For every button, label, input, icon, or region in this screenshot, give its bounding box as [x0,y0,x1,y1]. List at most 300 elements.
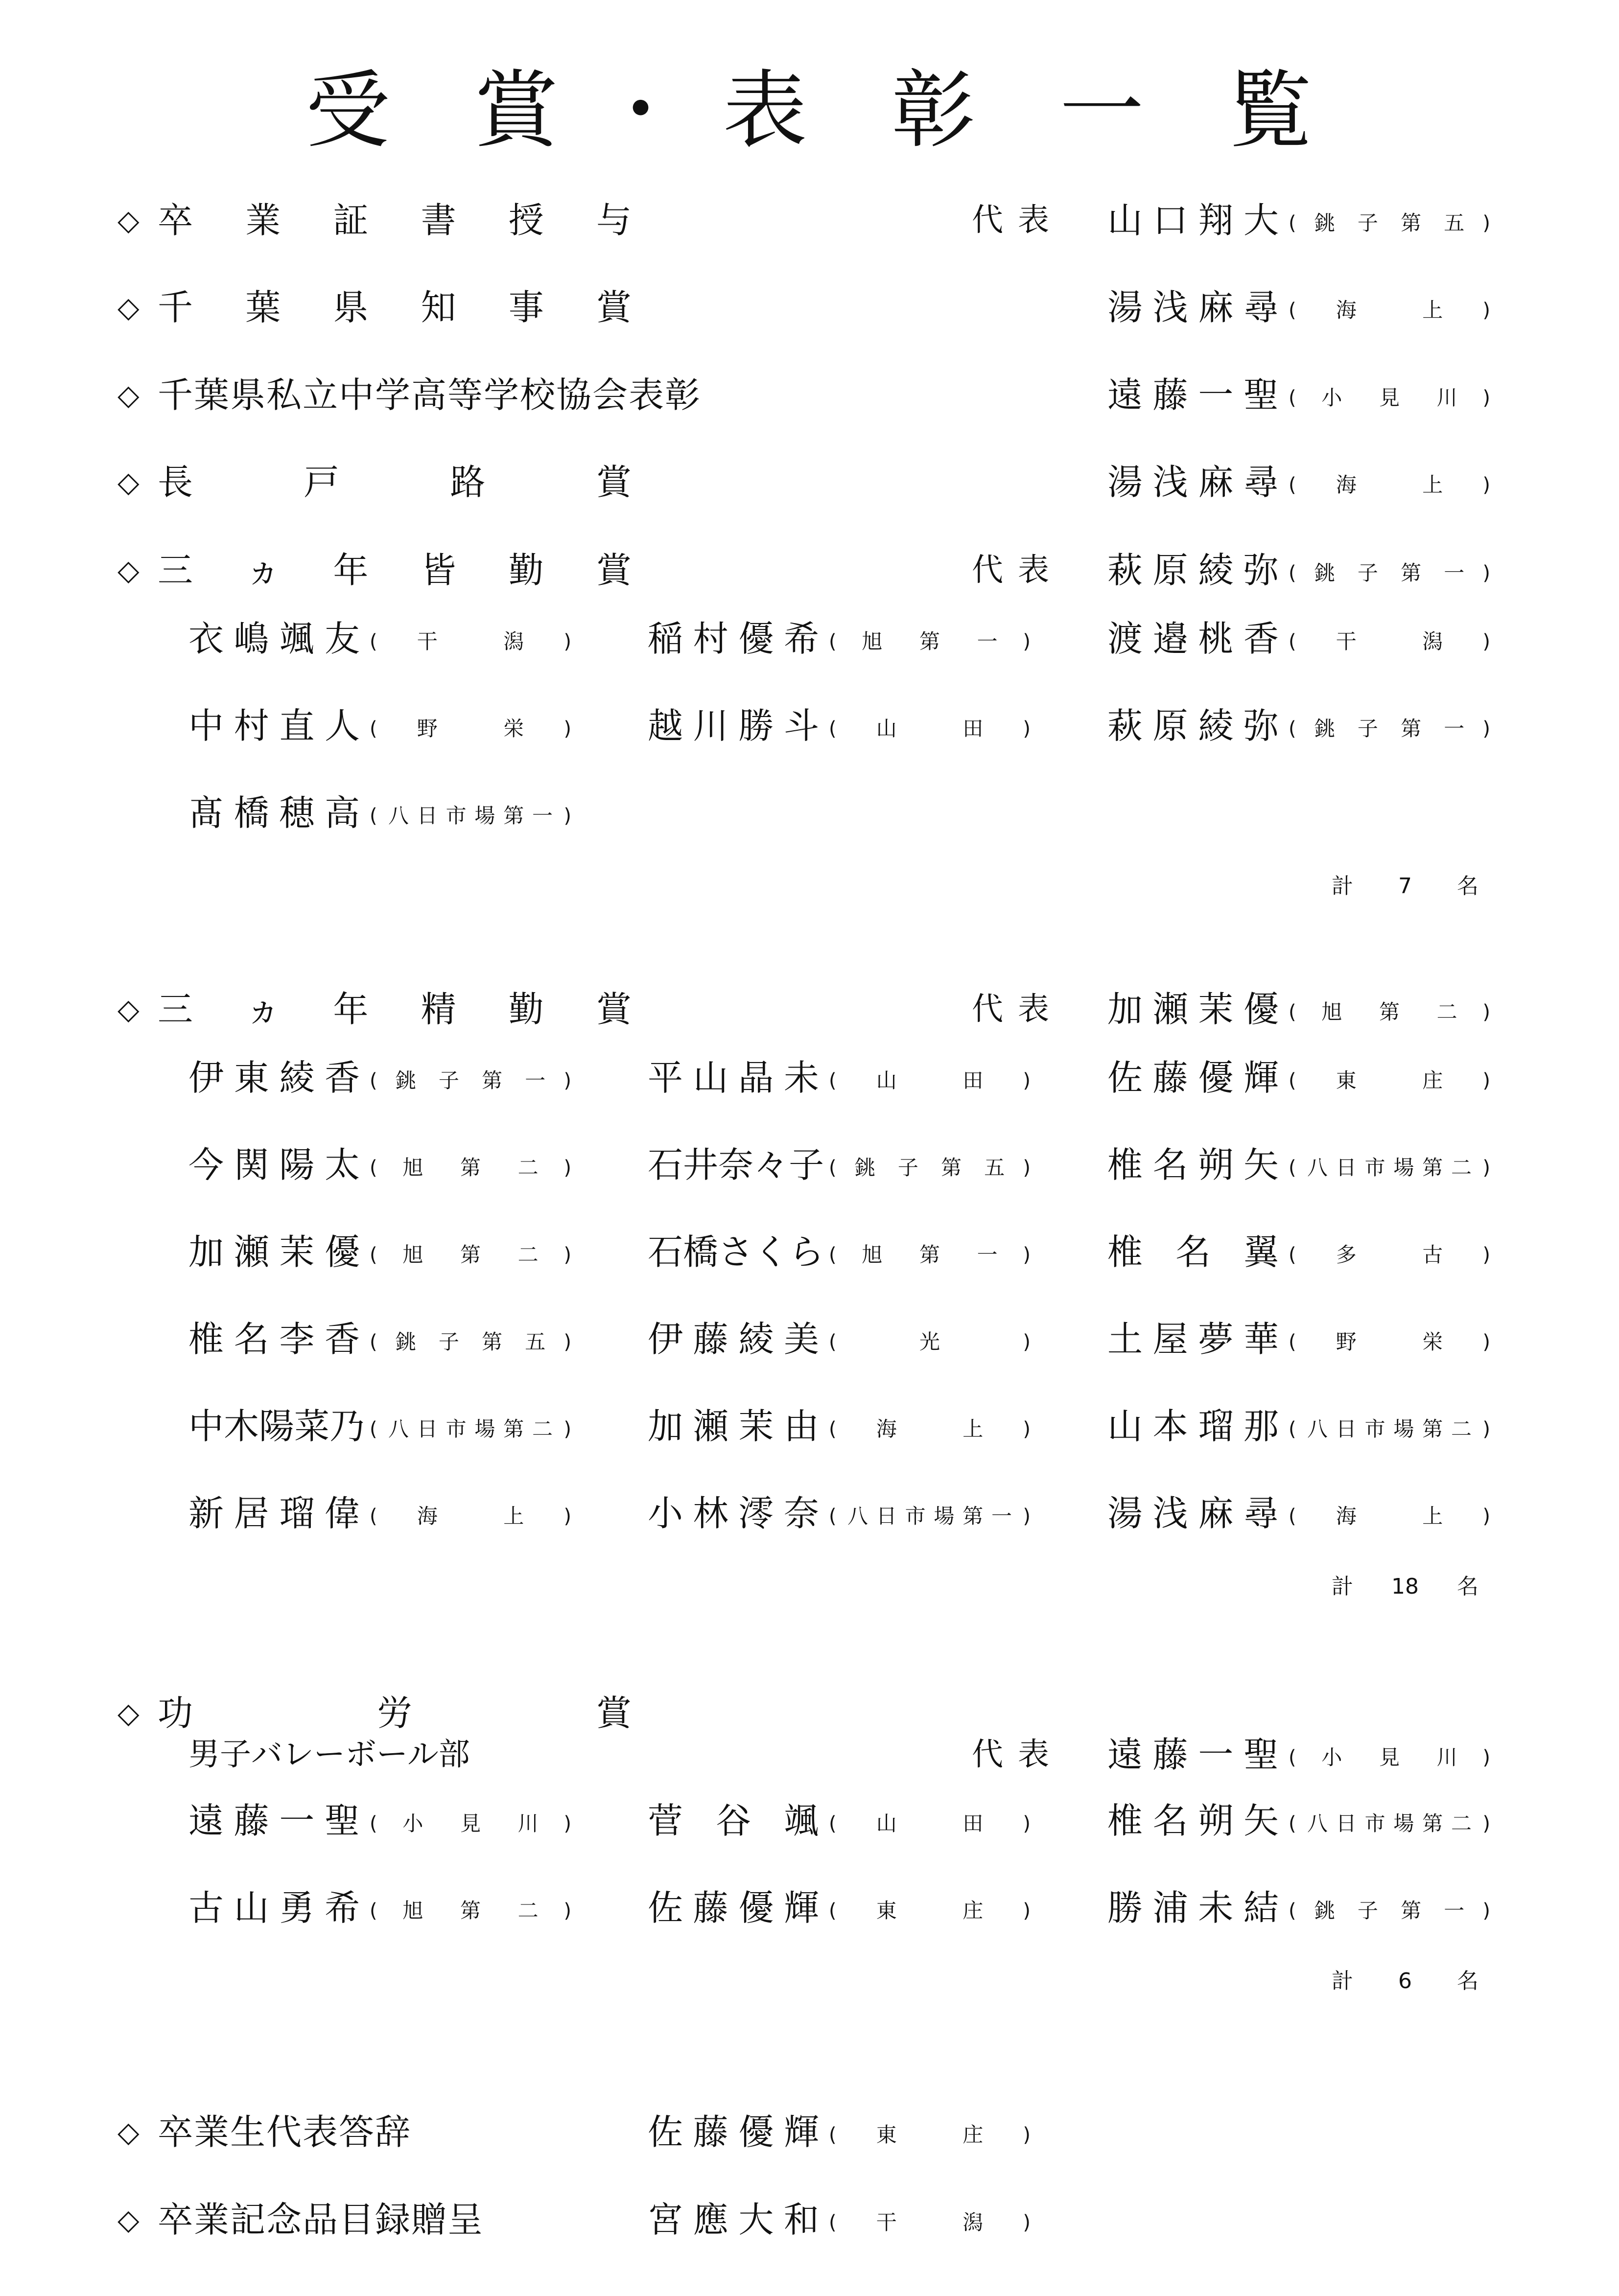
person-name-char: く [753,1231,789,1273]
person-name [1107,1730,1279,1779]
school-name-char: 場 [934,1504,955,1528]
school-open-paren: ( [370,1505,377,1528]
person-name-char: 聖 [324,1800,360,1841]
school-close-paren: ) [1482,1001,1490,1023]
school-name-char: 一 [991,1504,1012,1528]
school-open-paren: ( [829,718,837,740]
school-name-char: 潟 [962,2210,984,2234]
school-name [377,1056,564,1105]
school-name [1296,1230,1483,1279]
person-name-char: 瀬 [234,1231,269,1273]
school-name-char: 旭 [1321,1000,1342,1024]
award-name: 卒業生代表答辞 [158,2111,412,2153]
award-name [158,985,632,1034]
school-label [1289,1886,1490,1935]
person-name-char: 石 [648,1231,683,1273]
school-name [837,1056,1023,1105]
school-open-paren: ( [829,2124,837,2146]
diamond-bullet-icon: ◇ [117,554,140,587]
school-name [837,617,1023,666]
school-name [837,1799,1023,1848]
person-name-char: 輝 [1243,1057,1279,1098]
person-name-char: 斗 [783,705,819,746]
person-name-char: 椎 [1107,1800,1143,1841]
person-name-char: 湯 [1107,462,1143,503]
school-name-char: 銚 [854,1156,875,1180]
person-name-char: 谷 [715,1800,751,1841]
school-open-paren: ( [1289,630,1296,653]
school-name-char: 銚 [395,1068,416,1092]
school-name-char: 第 [503,804,524,828]
school-name-char: 上 [1422,473,1443,497]
school-label [1289,286,1490,335]
person-name-char: 髙 [188,792,224,834]
school-close-paren: ) [1482,299,1490,322]
school-name-char: 場 [474,1417,495,1441]
person-name-char: 茉 [738,1406,774,1447]
representative-label: 代表 [972,552,1064,588]
person-name [1107,1140,1279,1189]
person-name-char: 橋 [683,1231,719,1273]
person-name-char: 名 [234,1319,269,1360]
school-name-char: 海 [876,1417,897,1441]
school-name-char: 子 [438,1068,459,1092]
person-name-char: 優 [1243,989,1279,1030]
school-open-paren: ( [1289,1331,1296,1353]
school-open-paren: ( [1289,1001,1296,1023]
school-label [1289,1056,1490,1105]
total-suffix: 名 [1457,1574,1478,1599]
school-label [1289,461,1490,510]
school-name-char: 庄 [962,1899,984,1923]
school-name-char: 第 [460,1243,481,1267]
person-name [188,701,360,750]
school-name [1296,1886,1483,1935]
school-label [1289,373,1490,422]
person-name-char: 伊 [648,1319,683,1360]
school-name-char: 銚 [1314,1899,1335,1923]
school-name [377,1492,564,1541]
school-name-char: 八 [1307,1811,1328,1835]
school-name-char: 銚 [1314,211,1335,235]
school-open-paren: ( [370,1069,377,1092]
school-name [377,1143,564,1192]
person-name-char: 名 [1175,1231,1211,1273]
school-name [1296,1492,1483,1541]
school-name-char: 子 [1357,211,1378,235]
person-name-char: 佐 [648,2111,683,2153]
school-name-char: 銚 [1314,561,1335,585]
school-open-paren: ( [1289,1418,1296,1440]
person-name-char: 萩 [1107,705,1143,746]
person-name [1107,614,1279,663]
school-name-char: 市 [1364,1417,1385,1441]
school-label [370,617,571,666]
school-name [1296,1799,1483,1848]
school-name [1296,1733,1483,1782]
person-name-char: 藤 [1152,1057,1188,1098]
award-name-char: 功 [158,1693,193,1734]
representative-label: 代表 [972,991,1064,1027]
school-name-char: 二 [517,1899,539,1923]
award-name-char: ヵ [245,550,281,591]
school-name-char: 二 [1436,1000,1457,1024]
person-name [188,1053,360,1102]
person-name-char: 朔 [1198,1144,1234,1185]
person-name-char: 矢 [1243,1800,1279,1841]
person-name [648,2195,819,2244]
school-name-char: 多 [1336,1243,1357,1267]
school-name-char: 干 [1336,629,1357,653]
school-label [829,2110,1031,2159]
person-name-char: 遠 [1107,1734,1143,1775]
person-name-char: 綾 [279,1057,315,1098]
school-name [1296,199,1483,248]
school-label [370,1492,571,1541]
school-name-char: 田 [962,1811,984,1835]
school-name [1296,1056,1483,1105]
school-name-char: 日 [417,804,438,828]
total-number: 18 [1391,1574,1419,1599]
school-name-char: 第 [1422,1811,1443,1835]
school-name-char: 一 [977,629,998,653]
page-title-char: 覧 [1228,61,1314,160]
person-name [648,2108,819,2157]
person-name-char: 中 [188,1406,224,1447]
person-name [188,1228,360,1276]
school-close-paren: ) [1023,1812,1031,1835]
school-name-char: 野 [417,717,438,741]
person-name-char: 椎 [188,1319,224,1360]
page-title-char: 彰 [891,61,977,160]
school-close-paren: ) [1023,718,1031,740]
school-label [829,704,1031,753]
person-name-char: 麻 [1198,462,1234,503]
person-name-char: 和 [783,2199,819,2240]
school-open-paren: ( [829,630,837,653]
school-close-paren: ) [1482,1746,1490,1769]
award-name-char: 勤 [508,550,544,591]
school-label [1289,1318,1490,1367]
person-name [648,701,819,750]
total-count [1332,1962,1478,2001]
person-name [1107,1402,1279,1451]
school-name-char: 子 [1357,1899,1378,1923]
school-name [837,1492,1023,1541]
award-name [158,196,632,245]
school-name [837,2198,1023,2247]
school-name-char: 八 [388,804,409,828]
school-name-char: 上 [503,1504,524,1528]
diamond-bullet-icon: ◇ [117,204,140,237]
school-open-paren: ( [370,1900,377,1922]
school-close-paren: ) [1023,630,1031,653]
person-name [1107,283,1279,332]
person-name-char: 綾 [1198,550,1234,591]
person-name [1107,546,1279,595]
person-name-char: 弥 [1243,705,1279,746]
school-close-paren: ) [1482,1418,1490,1440]
person-name-char: 湯 [1107,287,1143,328]
school-name-char: 庄 [962,2123,984,2147]
page-title-char: 賞 [474,61,560,160]
school-close-paren: ) [1023,1244,1031,1266]
school-name-char: 潟 [1422,629,1443,653]
person-name-char: 名 [1152,1144,1188,1185]
school-open-paren: ( [829,1812,837,1835]
school-name [1296,549,1483,598]
school-name-char: 旭 [402,1899,423,1923]
school-label [370,1405,571,1454]
person-name-char: 一 [1198,1734,1234,1775]
school-name-char: 市 [446,804,467,828]
school-name-char: 干 [417,629,438,653]
school-name-char: 上 [1422,298,1443,322]
person-name-char: 遠 [188,1800,224,1841]
school-name-char: 小 [402,1811,423,1835]
person-name-char: 関 [234,1144,269,1185]
school-close-paren: ) [1023,1505,1031,1528]
award-name-char: 皆 [421,550,456,591]
school-close-paren: ) [563,630,571,653]
school-close-paren: ) [563,718,571,740]
school-name-char: 第 [503,1417,524,1441]
school-close-paren: ) [1482,1244,1490,1266]
person-name-char: 友 [324,618,360,659]
person-name-char: 藤 [234,1800,269,1841]
diamond-bullet-icon: ◇ [117,465,140,499]
person-name-char: 古 [188,1887,224,1928]
school-name-char: 田 [962,1068,984,1092]
school-name-char: 一 [977,1243,998,1267]
school-label [370,1886,571,1935]
school-open-paren: ( [1289,1244,1296,1266]
school-name-char: 銚 [1314,717,1335,741]
award-name-char: 年 [333,989,369,1030]
school-open-paren: ( [1289,474,1296,496]
person-name-char: 稲 [648,618,683,659]
school-name-char: 第 [1379,1000,1400,1024]
school-name-char: 二 [1451,1417,1472,1441]
person-name-char: 邉 [1152,618,1188,659]
school-name-char: 子 [1357,717,1378,741]
school-name-char: 日 [1336,1156,1357,1180]
school-name-char: 一 [1444,561,1465,585]
person-name-char: 加 [1107,989,1143,1030]
person-name-char: 浦 [1152,1887,1188,1928]
person-name-char: 大 [738,2199,774,2240]
total-prefix: 計 [1332,1969,1353,1994]
school-open-paren: ( [1289,1505,1296,1528]
person-name-char: 浅 [1152,287,1188,328]
school-name-char: 第 [1401,211,1422,235]
person-name [648,1140,824,1189]
person-name-char: 穂 [279,792,315,834]
diamond-bullet-icon: ◇ [117,1696,140,1730]
school-name-char: 市 [905,1504,926,1528]
person-name-char: 浅 [1152,1493,1188,1534]
person-name-char: 一 [279,1800,315,1841]
school-close-paren: ) [563,1900,571,1922]
award-name-char: 三 [158,989,193,1030]
person-name-char: 勇 [279,1887,315,1928]
school-close-paren: ) [563,1244,571,1266]
person-name-char: 未 [783,1057,819,1098]
school-label [829,1056,1031,1105]
school-name [837,2110,1023,2159]
school-name [377,791,564,840]
school-name-char: 銚 [395,1330,416,1354]
person-name-char: ら [789,1231,824,1273]
person-name-char: さ [718,1231,754,1273]
school-label [829,1405,1031,1454]
person-name-char: 佐 [648,1887,683,1928]
school-name-char: 旭 [862,1243,883,1267]
representative-label: 代表 [972,202,1064,238]
person-name [1107,1228,1279,1276]
person-name-char: 翔 [1198,200,1234,241]
person-name-char: 藤 [693,1319,728,1360]
school-name-char: 第 [919,629,940,653]
total-number: 6 [1398,1969,1412,1994]
person-name-char: 藤 [1152,374,1188,416]
school-open-paren: ( [1289,299,1296,322]
school-name-char: 海 [1336,1504,1357,1528]
school-open-paren: ( [1289,718,1296,740]
person-name-char: 未 [1198,1887,1234,1928]
school-open-paren: ( [829,1418,837,1440]
school-name [837,1405,1023,1454]
school-name-char: 一 [1444,717,1465,741]
person-name-char: 香 [1243,618,1279,659]
school-name-char: 海 [1336,473,1357,497]
award-name-char: 年 [333,550,369,591]
school-name-char: 第 [460,1899,481,1923]
award-name-char: 賞 [596,287,632,328]
school-name-char: 栄 [1422,1330,1443,1354]
school-name-char: 第 [1401,717,1422,741]
person-name-char: 翼 [1243,1231,1279,1273]
person-name [648,1796,819,1845]
school-label [1289,617,1490,666]
person-name [1107,1315,1279,1364]
person-name [188,1140,360,1189]
school-name [377,1230,564,1279]
award-name: 千葉県私立中学高等学校協会表彰 [158,374,702,416]
person-name-char: 聖 [1243,374,1279,416]
school-name-char: 第 [482,1330,503,1354]
person-name-char: 弥 [1243,550,1279,591]
award-name-char: 戸 [304,462,339,503]
person-name-char: 山 [1107,200,1143,241]
award-name-char: 知 [421,287,456,328]
school-open-paren: ( [370,1157,377,1179]
club-name: 男子バレーボール部 [188,1737,470,1773]
person-name [188,1402,365,1451]
school-name-char: 二 [517,1243,539,1267]
school-close-paren: ) [1023,2211,1031,2234]
school-close-paren: ) [1482,630,1490,653]
person-name [1107,1053,1279,1102]
person-name-char: 中 [188,705,224,746]
school-label [1289,1799,1490,1848]
person-name-char: 石 [648,1144,683,1185]
school-name [1296,373,1483,422]
page-title-char: 受 [305,61,391,160]
person-name-char: 衣 [188,618,224,659]
person-name-char: 香 [324,1057,360,1098]
person-name-char: 高 [324,792,360,834]
page-title-char: 一 [1059,61,1145,160]
person-name-char: 加 [648,1406,683,1447]
diamond-bullet-icon: ◇ [117,2115,140,2149]
school-name-char: 二 [532,1417,553,1441]
school-name-char: 一 [1444,1899,1465,1923]
person-name-char: 藤 [693,2111,728,2153]
school-label [370,1230,571,1279]
school-name-char: 子 [438,1330,459,1354]
person-name-char: 木 [224,1406,259,1447]
person-name-char: 菅 [648,1800,683,1841]
school-name [837,1318,1023,1367]
school-open-paren: ( [370,718,377,740]
school-name-char: 場 [1393,1417,1414,1441]
school-name-char: 山 [876,1811,897,1835]
person-name-char: 綾 [1198,705,1234,746]
person-name [1107,1489,1279,1538]
person-name-char: 颯 [783,1800,819,1841]
school-name [1296,1405,1483,1454]
person-name-char: 加 [188,1231,224,1273]
school-name-char: 市 [1364,1156,1385,1180]
person-name-char: 希 [783,618,819,659]
school-label [829,1318,1031,1367]
school-label [1289,704,1490,753]
school-name [1296,1143,1483,1192]
school-name-char: 川 [1436,1745,1457,1769]
total-number: 7 [1398,874,1412,899]
award-name-char: 授 [508,200,544,241]
person-name-char: 原 [1152,550,1188,591]
person-name [1107,196,1279,245]
representative-label: 代表 [972,1737,1064,1773]
school-name-char: 市 [446,1417,467,1441]
person-name-char: 直 [279,705,315,746]
person-name [1107,1883,1279,1932]
school-name [377,1799,564,1848]
school-name-char: 二 [1451,1811,1472,1835]
total-suffix: 名 [1457,874,1478,899]
person-name-char: 林 [693,1493,728,1534]
school-name-char: 旭 [402,1243,423,1267]
person-name-char: 川 [693,705,728,746]
award-name-char: 業 [245,200,281,241]
person-name [188,789,360,837]
person-name-char: 優 [738,618,774,659]
school-close-paren: ) [1023,1069,1031,1092]
school-name-char: 日 [876,1504,897,1528]
diamond-bullet-icon: ◇ [117,291,140,324]
person-name-char: 桃 [1198,618,1234,659]
person-name-char: 佐 [1107,1057,1143,1098]
person-name-char: 村 [234,705,269,746]
school-open-paren: ( [829,2211,837,2234]
person-name-char: 藤 [693,1887,728,1928]
school-open-paren: ( [370,630,377,653]
person-name-char: 越 [648,705,683,746]
school-name-char: 場 [1393,1156,1414,1180]
school-close-paren: ) [563,1331,571,1353]
